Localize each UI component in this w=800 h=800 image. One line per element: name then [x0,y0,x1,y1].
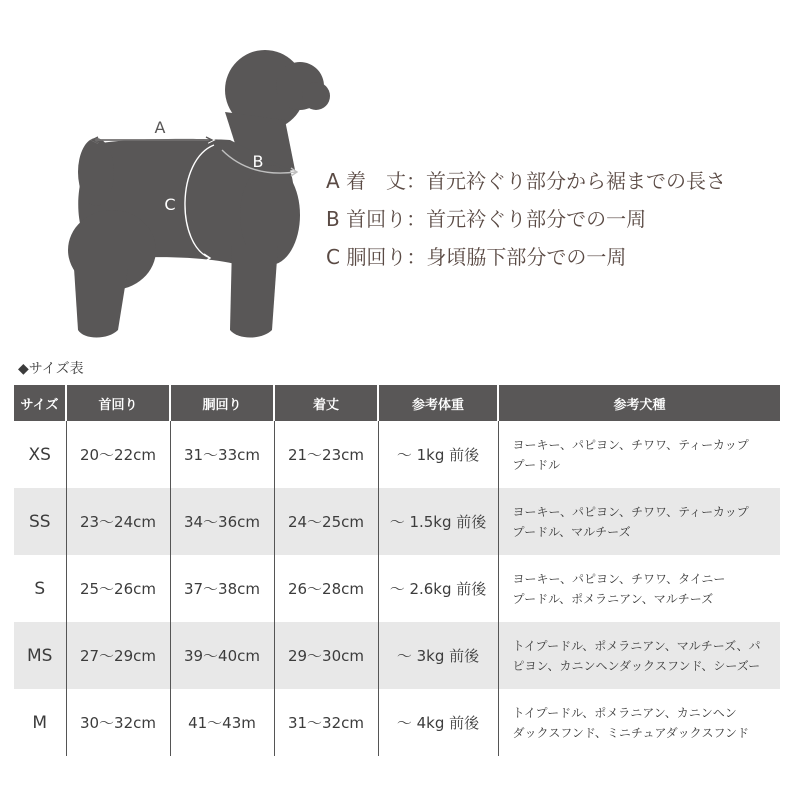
table-row [14,421,780,488]
table-row [14,689,780,756]
breed-line: トイプードル、ポメラニアン、カニンヘン [512,705,737,720]
header-length: 着丈 [274,385,378,421]
table-row [14,488,780,555]
cell-size: XS [28,444,51,465]
cell-breeds [498,622,780,689]
breed-line: プードル、マルチーズ [512,524,631,539]
breed-line: トイプードル、ポメラニアン、マルチーズ、パ [512,638,761,653]
cell-neck: 25〜26cm [66,555,170,622]
breed-line: プードル [512,457,561,472]
cell-neck: 30〜32cm [66,689,170,756]
cell-size: MS [14,622,66,689]
cell-length: 26〜28cm [274,555,378,622]
size-table-title: ◆サイズ表 [18,361,84,377]
legend-item-chest [326,238,726,276]
cell-chest: 31〜33cm [170,421,274,488]
label-c: C [164,195,176,214]
cell-chest: 34〜36cm [170,488,274,555]
cell-size: S [34,578,46,599]
cell-weight: 〜 2.6kg 前後 [378,555,498,622]
cell-size: SS [14,488,66,555]
legend-item-length [326,162,726,200]
table-row [14,622,780,689]
breed-line: ヨーキー、パピヨン、チワワ、タイニー [512,571,726,586]
header-neck: 首回り [66,385,170,421]
label-b: B [252,152,264,171]
cell-breeds [498,421,780,488]
cell-neck: 23〜24cm [66,488,170,555]
cell-length: 24〜25cm [274,488,378,555]
size-table [14,385,780,756]
cell-weight: 〜 4kg 前後 [378,689,498,756]
cell-length: 29〜30cm [274,622,378,689]
header-size: サイズ [14,385,66,421]
legend-text: B 首回り：首元衿ぐり部分での一周 [326,207,647,231]
cell-length: 21〜23cm [274,421,378,488]
cell-neck: 27〜29cm [66,622,170,689]
cell-breeds [498,689,780,756]
breed-line: ヨーキー、パピヨン、チワワ、ティーカップ [512,437,749,452]
cell-size: M [32,712,48,733]
breed-line: プードル、ポメラニアン、マルチーズ [512,591,714,606]
cell-weight: 〜 3kg 前後 [378,622,498,689]
breed-line: ピヨン、カニンヘンダックスフンド、シーズー [512,658,761,673]
breed-line: ヨーキー、パピヨン、チワワ、ティーカップ [512,504,749,519]
cell-weight: 〜 1kg 前後 [378,421,498,488]
header-breeds: 参考犬種 [498,385,780,421]
cell-breeds [498,488,780,555]
cell-chest: 39〜40cm [170,622,274,689]
legend-text: A 着 丈：首元衿ぐり部分から裾までの長さ [326,169,727,193]
legend-text: C 胴回り：身頃脇下部分での一周 [326,245,627,269]
table-row [14,555,780,622]
header-weight: 参考体重 [378,385,498,421]
cell-neck: 20〜22cm [66,421,170,488]
cell-chest: 41〜43m [170,689,274,756]
cell-chest: 37〜38cm [170,555,274,622]
breed-line: ダックスフンド、ミニチュアダックスフンド [512,725,750,740]
dog-measurement-diagram [0,0,330,350]
cell-length: 31〜32cm [274,689,378,756]
header-chest: 胴回り [170,385,274,421]
legend-item-neck [326,200,726,238]
cell-breeds [498,555,780,622]
dog-silhouette [68,50,330,338]
measurement-legend [326,162,726,276]
label-a: A [154,118,166,137]
cell-weight: 〜 1.5kg 前後 [378,488,498,555]
table-header-row [14,385,780,421]
